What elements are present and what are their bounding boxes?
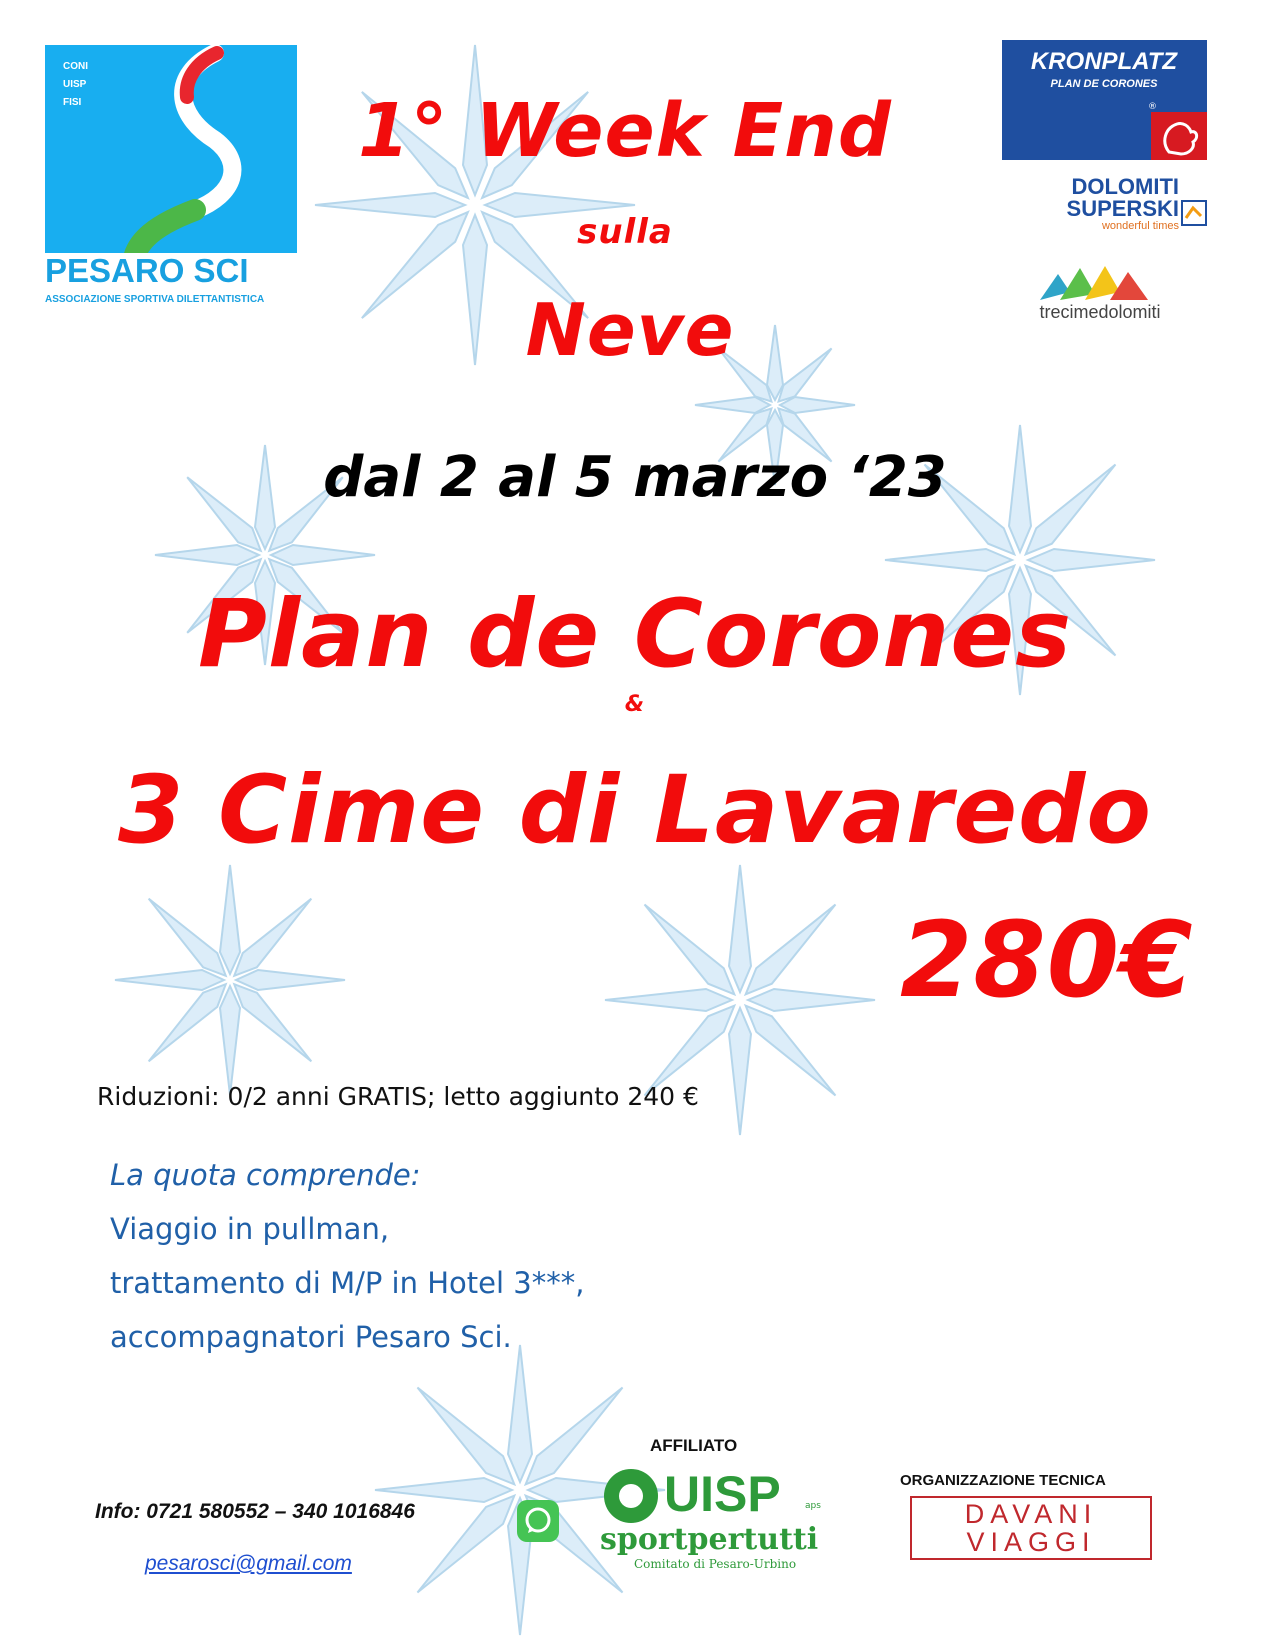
includes-item-3: accompagnatori Pesaro Sci. (110, 1320, 512, 1354)
logo-line-coni: CONI (63, 61, 88, 72)
includes-item-2: trattamento di M/P in Hotel 3***, (110, 1266, 585, 1300)
uisp-logo (600, 1465, 820, 1575)
includes-title: La quota comprende: (110, 1158, 421, 1192)
ampersand: & (624, 692, 646, 717)
dolomiti-superski-logo (995, 176, 1207, 232)
dolomiti-line2: SUPERSKI (1066, 196, 1179, 221)
davani-text: DAVANI (964, 1499, 1098, 1529)
dolomiti-tagline: wonderful times (1101, 220, 1179, 232)
rooster-icon (1151, 112, 1207, 160)
mountains-icon (1040, 262, 1150, 302)
uisp-name: UISP (664, 1466, 781, 1522)
trecime-name: trecimedolomiti (1039, 302, 1161, 322)
snowflake-decoration (110, 860, 350, 1100)
contact-info: Info: 0721 580552 – 340 1016846 (95, 1500, 415, 1523)
comitato: Comitato di Pesaro-Urbino (634, 1557, 797, 1571)
sportpertutti: sportpertutti (600, 1522, 819, 1557)
whatsapp-icon[interactable] (517, 1500, 559, 1542)
includes-item-1: Viaggio in pullman, (110, 1212, 390, 1246)
email-link[interactable]: pesarosci@gmail.com (145, 1552, 352, 1575)
logo-line-fisi: FISI (63, 97, 82, 108)
destination-plan-de-corones: Plan de Corones (197, 580, 1073, 689)
reductions-text: Riduzioni: 0/2 anni GRATIS; letto aggiunto 240 € (97, 1082, 699, 1111)
uisp-emblem-icon (600, 1467, 662, 1525)
pesaro-sci-subtitle: ASSOCIAZIONE SPORTIVA DILETTANTISTICA (45, 294, 265, 305)
registered-mark: ® (1148, 102, 1157, 112)
viaggi-text: VIAGGI (966, 1527, 1096, 1557)
davani-viaggi-logo (910, 1496, 1152, 1560)
destination-3-cime: 3 Cime di Lavaredo (117, 756, 1152, 865)
pesaro-sci-name: PESARO SCI (45, 252, 249, 289)
logo-line-uisp: UISP (63, 79, 87, 90)
headline-neve: Neve (525, 288, 735, 372)
pesaro-sci-wordmark (45, 252, 305, 305)
headline-week-end: 1° Week End (358, 88, 892, 174)
kronplatz-logo (1002, 40, 1207, 160)
affiliato-label: AFFILIATO (650, 1436, 738, 1455)
dolomiti-badge-icon (1181, 200, 1207, 226)
trecime-logo (1010, 262, 1190, 323)
organizzazione-label: ORGANIZZAZIONE TECNICA (900, 1472, 1106, 1489)
price: 280€ (900, 899, 1194, 1021)
event-dates: dal 2 al 5 marzo ‘23 (323, 445, 947, 510)
uisp-aps: aps (805, 1501, 821, 1511)
headline-sulla: sulla (577, 212, 673, 252)
kronplatz-name: KRONPLATZ (1030, 48, 1178, 75)
dolomiti-line1: DOLOMITI (1071, 174, 1179, 199)
kronplatz-sub: PLAN DE CORONES (1050, 78, 1158, 90)
